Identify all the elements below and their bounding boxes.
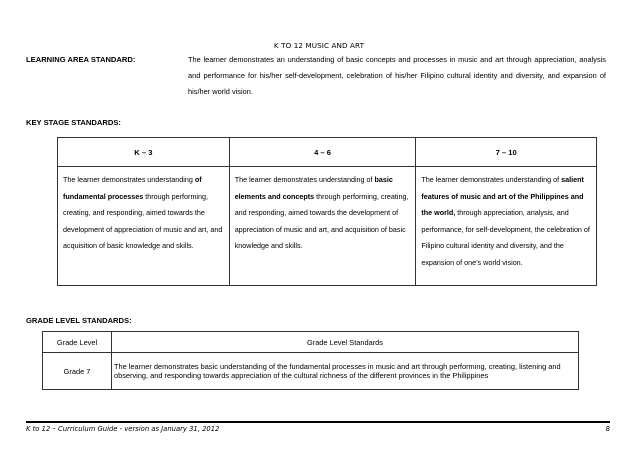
key-stage-body-row <box>58 167 597 286</box>
learning-area-standard-text: The learner demonstrates an understanding of basic concepts and processes in music and art through appreciation, analysis and performance for his/her self-development, celebration of his/her Filipino cultural identity and diversity, and expansion of his/her world vision. <box>188 55 606 96</box>
key-stage-cell-7-10 <box>416 167 597 286</box>
page-number: 8 <box>605 425 610 433</box>
key-stage-4-6-post: through performing, creating, and responding, aimed towards the development of appreciation of music and art, and acquisition of basic knowledge and skills. <box>234 191 409 251</box>
key-stage-4-6-bold: basic elements and concepts <box>234 175 393 201</box>
key-stage-k3-bold: of fundamental processes <box>63 175 202 201</box>
document-title: K TO 12 MUSIC AND ART <box>273 41 365 50</box>
key-stage-standards-table <box>57 137 597 286</box>
grade-level-standards-table <box>42 331 579 390</box>
key-stage-text-k3 <box>58 167 229 255</box>
key-stage-heading-7-10: 7 – 10 <box>416 138 597 167</box>
key-stage-4-6-pre: The learner demonstrates understanding of <box>234 175 375 184</box>
grade-level-standards-column-header: Grade Level Standards <box>112 332 579 353</box>
grade-standard-text: The learner demonstrates basic understanding of the fundamental processes in music and art through performing, creating, listening and observing, and responding towards appreciation of the cultural richness of the different provinces in the Philippines <box>112 353 579 390</box>
key-stage-cell-4-6 <box>229 167 416 286</box>
key-stage-k3-post: through performing, creating, and responding, aimed towards the development of appreciation of music and art, and acquisition of basic knowledge and skills. <box>63 191 223 251</box>
footer-divider <box>26 421 610 423</box>
key-stage-header-row <box>58 138 597 167</box>
key-stage-7-10-pre: The learner demonstrates understanding of <box>421 175 562 184</box>
grade-level-standards-label: GRADE LEVEL STANDARDS: <box>26 316 132 325</box>
key-stage-k3-pre: The learner demonstrates understanding <box>63 175 195 184</box>
grade-cell: Grade 7 <box>43 353 112 390</box>
key-stage-standards-label: KEY STAGE STANDARDS: <box>26 118 121 127</box>
key-stage-text-4-6 <box>230 167 416 255</box>
key-stage-heading-k3: K – 3 <box>58 138 230 167</box>
footer-version-text: K to 12 – Curriculum Guide - version as January 31, 2012 <box>26 425 220 433</box>
learning-area-standard-label: LEARNING AREA STANDARD: <box>26 55 136 64</box>
key-stage-text-7-10 <box>416 167 596 272</box>
key-stage-7-10-bold: salient features of music and art of the Philippines and the world, <box>421 175 584 218</box>
key-stage-heading-4-6: 4 – 6 <box>229 138 416 167</box>
grade-level-column-header: Grade Level <box>43 332 112 353</box>
key-stage-7-10-post: through appreciation, analysis, and performance, for self-development, the celebration of Filipino cultural identity and diversity, and the expansion of one’s world vision. <box>421 208 590 267</box>
grade-level-header-row <box>43 332 579 353</box>
table-row <box>43 353 579 390</box>
key-stage-cell-k3 <box>58 167 230 286</box>
